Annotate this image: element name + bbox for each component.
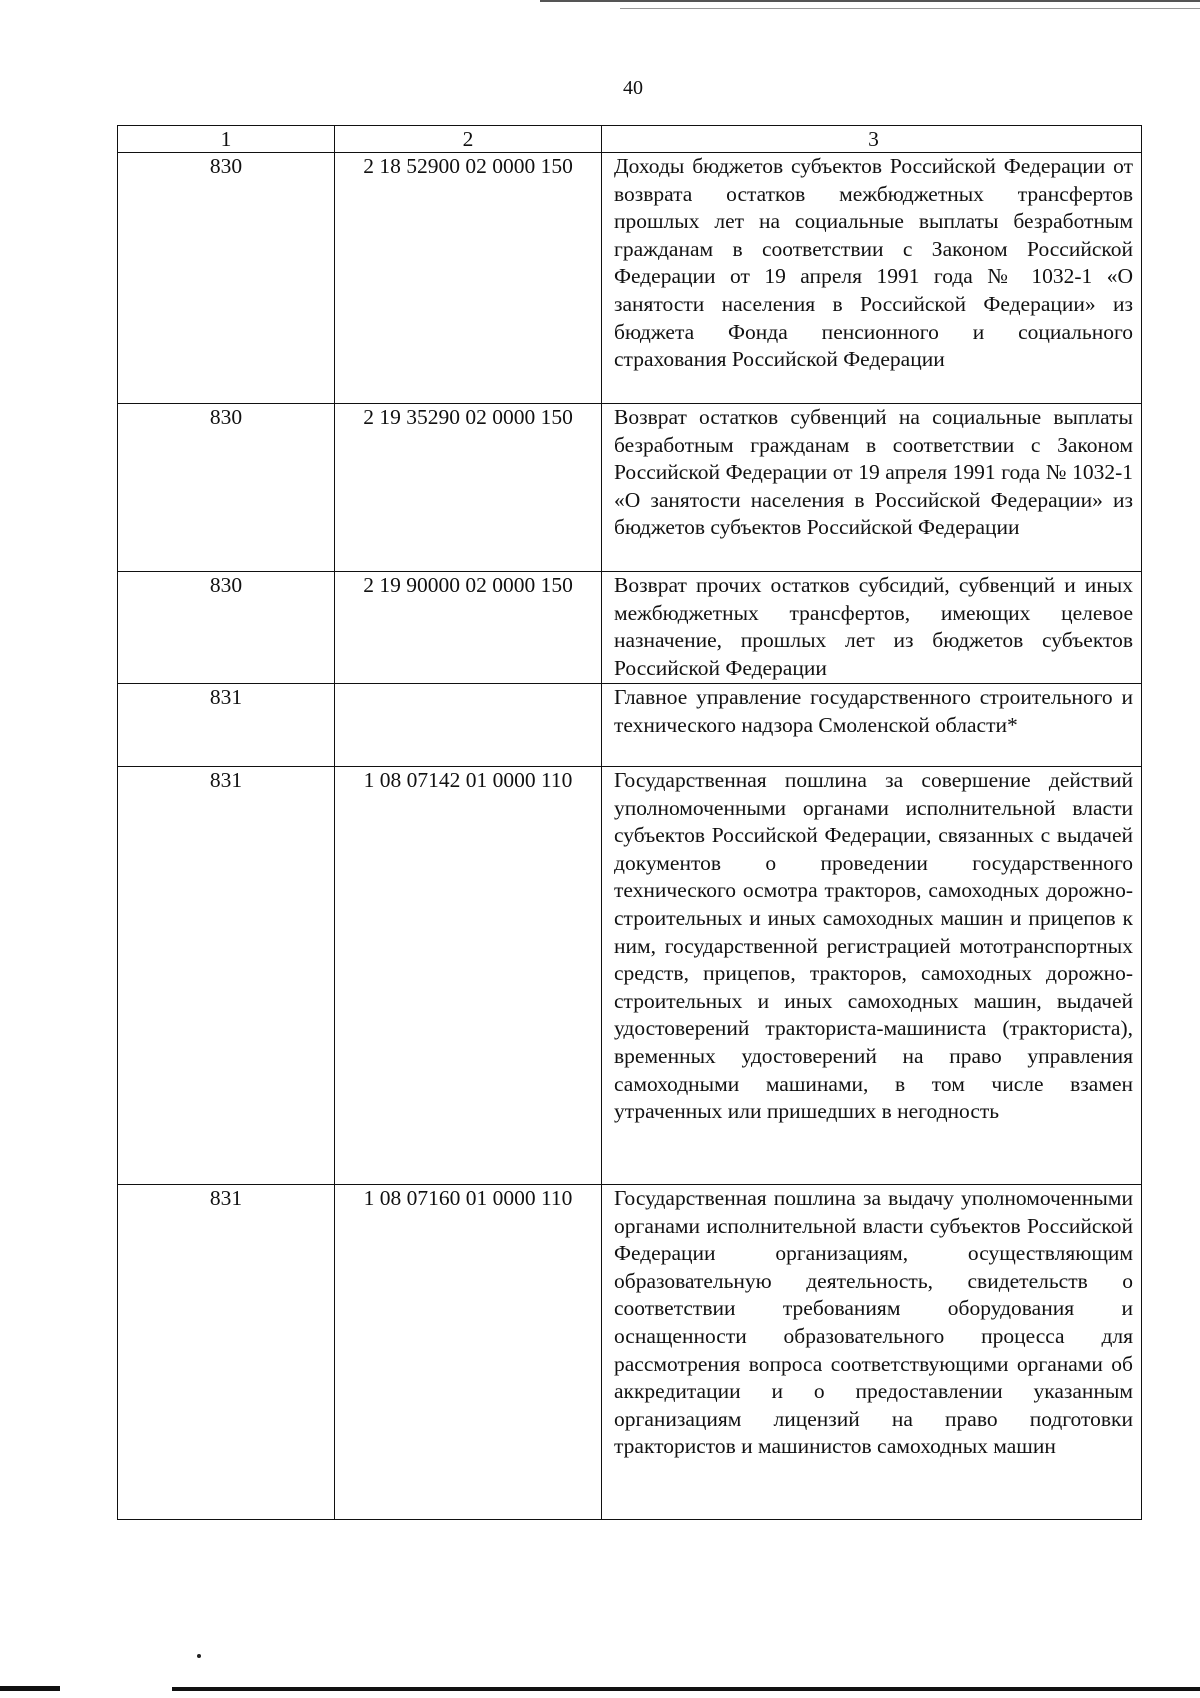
description-cell: Возврат прочих остатков субсидий, субвенций и иных межбюджетных трансфертов, имеющих целевое назначение, прошлых лет из бюджетов субъектов Российской Федерации [602, 572, 1142, 684]
scan-dot [197, 1654, 201, 1658]
page-number: 40 [623, 77, 643, 99]
description-cell: Доходы бюджетов субъектов Российской Федерации от возврата остатков межбюджетных трансфертов прошлых лет на социальные выплаты безработным гражданам в соответствии с Законом Российской Федерации от 19 апреля 1991 года № 1032-1 «О занятости населения в Российской Федерации» из бюджета Фонда пенсионного и социального страхования Российской Федерации [602, 153, 1142, 404]
admin-code-cell: 831 [118, 1185, 335, 1520]
table-row [118, 572, 1142, 684]
scan-bottom-bar [172, 1687, 1200, 1691]
budget-code-cell: 1 08 07142 01 0000 110 [335, 767, 602, 1185]
table-row [118, 684, 1142, 767]
table-header-row [118, 126, 1142, 153]
description-cell: Государственная пошлина за совершение действий уполномоченными органами исполнительной власти субъектов Российской Федерации, связанных с выдачей документов о проведении государственного технического осмотра тракторов, самоходных дорожно-строительных и иных самоходных машин и прицепов к ним, государственной регистрацией мототранспортных средств, прицепов, тракторов, самоходных дорожно-строительных и иных самоходных машин, выдачей удостоверений тракториста-машиниста (тракториста), временных удостоверений на право управления самоходными машинами, в том числе взамен утраченных или пришедших в негодность [602, 767, 1142, 1185]
budget-code-cell: 2 18 52900 02 0000 150 [335, 153, 602, 404]
scan-bottom-bar [0, 1686, 60, 1691]
table-row [118, 153, 1142, 404]
admin-code-cell: 831 [118, 767, 335, 1185]
budget-code-cell [335, 684, 602, 767]
description-cell: Государственная пошлина за выдачу уполномоченными органами исполнительной власти субъектов Российской Федерации организациям, осуществляющим образовательную деятельность, свидетельств о соответствии требованиям оборудования и оснащенности образовательного процесса для рассмотрения вопроса соответствующими органами об аккредитации и о предоставлении указанным организациям лицензий на право подготовки трактористов и машинистов самоходных машин [602, 1185, 1142, 1520]
budget-code-cell: 2 19 90000 02 0000 150 [335, 572, 602, 684]
column-header-1: 1 [118, 126, 335, 153]
scan-edge-line [540, 0, 1200, 2]
admin-code-cell: 830 [118, 572, 335, 684]
column-header-3: 3 [602, 126, 1142, 153]
scan-edge-line [620, 8, 1200, 9]
description-cell: Возврат остатков субвенций на социальные выплаты безработным гражданам в соответствии с Законом Российской Федерации от 19 апреля 1991 года № 1032-1 «О занятости населения в Российской Федерации» из бюджетов субъектов Российской Федерации [602, 404, 1142, 572]
description-cell: Главное управление государственного строительного и технического надзора Смоленской области* [602, 684, 1142, 767]
table-row [118, 767, 1142, 1185]
budget-code-cell: 2 19 35290 02 0000 150 [335, 404, 602, 572]
column-header-2: 2 [335, 126, 602, 153]
admin-code-cell: 830 [118, 153, 335, 404]
budget-codes-table [117, 125, 1142, 1520]
table-row [118, 1185, 1142, 1520]
budget-code-cell: 1 08 07160 01 0000 110 [335, 1185, 602, 1520]
admin-code-cell: 830 [118, 404, 335, 572]
table-row [118, 404, 1142, 572]
admin-code-cell: 831 [118, 684, 335, 767]
